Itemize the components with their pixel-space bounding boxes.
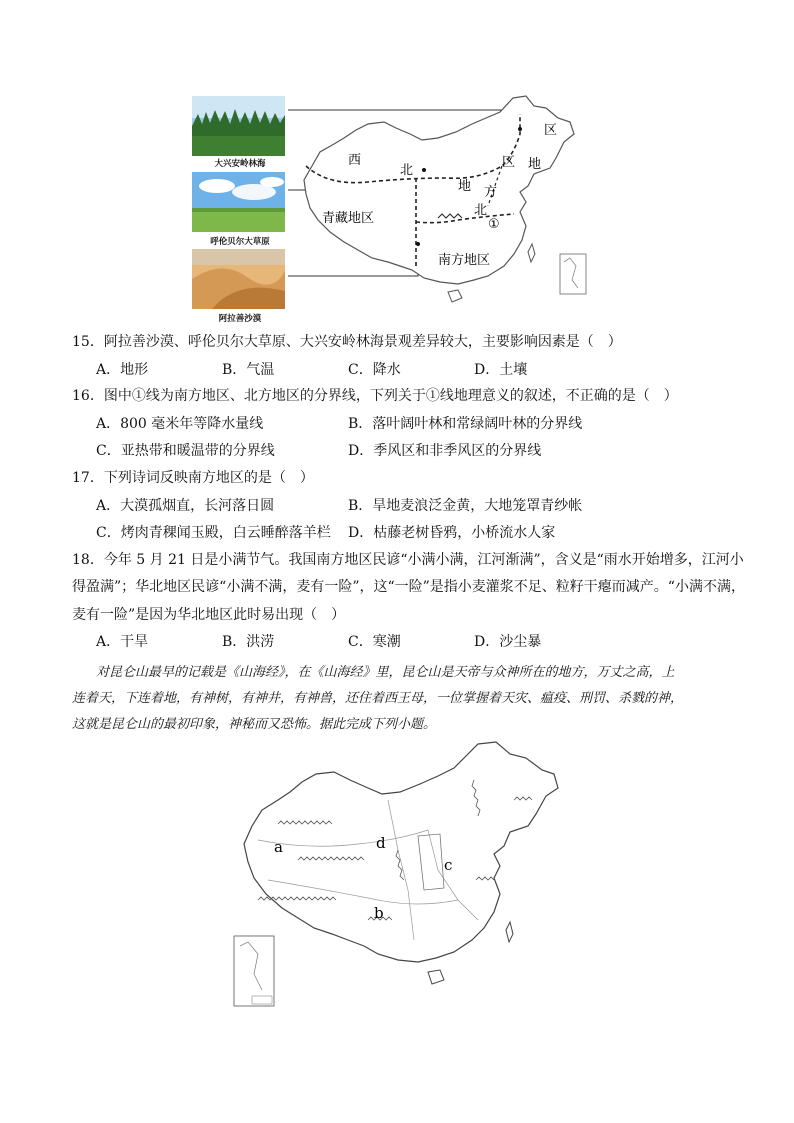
question-15: 15．阿拉善沙漠、呼伦贝尔大草原、大兴安岭林海景观差异较大，主要影响因素是（ ）: [72, 334, 622, 350]
option-b[interactable]: B．洪涝: [222, 634, 275, 650]
option-d[interactable]: D．季风区和非季风区的分界线: [348, 443, 542, 459]
photo-caption: 阿拉善沙漠: [218, 314, 262, 324]
option-c[interactable]: C．降水: [348, 362, 401, 378]
label-xi: 西: [348, 153, 362, 168]
passage-line: 这就是昆仑山的最初印象，神秘而又恐怖。据此完成下列小题。: [72, 717, 437, 732]
label-qu: 区: [502, 155, 516, 170]
forest-photo: [192, 96, 285, 156]
desert-photo: [192, 249, 285, 309]
option-a[interactable]: A．800 毫米年等降水量线: [96, 416, 264, 432]
label-qu: 区: [544, 123, 558, 138]
label-line1: ①: [488, 217, 500, 232]
option-c[interactable]: C．亚热带和暖温带的分界线: [96, 443, 275, 459]
question-18-line: 18．今年 5 月 21 日是小满节气。我国南方地区民谚“小满小满，江河渐满”，含义是“雨水开始增多，江河小: [72, 552, 744, 568]
passage-line: 对昆仑山最早的记载是《山海经》，在《山海经》里，昆仑山是天帝与众神所在的地方，万丈之高，上: [96, 665, 675, 680]
label-a: a: [274, 838, 283, 856]
china-regions-map: [288, 94, 590, 304]
label-qingzang: 青藏地区: [322, 211, 375, 226]
photo-caption: 大兴安岭林海: [214, 159, 266, 169]
option-b[interactable]: B．气温: [222, 362, 275, 378]
question-18-line: 得盈满”；华北地区民谚“小满不满，麦有一险”，这“一险”是指小麦灌浆不足、粒籽干瘪而减产。“小满不满，: [72, 579, 745, 595]
label-b: b: [374, 904, 384, 922]
photo-caption: 呼伦贝尔大草原: [210, 237, 270, 247]
label-di: 地: [458, 179, 472, 194]
option-c[interactable]: C．寒潮: [348, 634, 401, 650]
option-a[interactable]: A．地形: [96, 362, 149, 378]
passage-line: 连着天，下连着地，有神树，有神井，有神兽，还住着西王母，一位掌握着天灾、瘟疫、刑罚、杀戮的神，: [72, 691, 684, 706]
label-d: d: [376, 834, 386, 852]
regional-map-figure: [190, 94, 590, 324]
option-d[interactable]: D．土壤: [474, 362, 528, 378]
label-fang: 方: [484, 185, 498, 200]
label-bei: 北: [400, 163, 414, 178]
question-18-line: 麦有一险”是因为华北地区此时易出现（ ）: [72, 607, 346, 623]
option-d[interactable]: D．枯藤老树昏鸦，小桥流水人家: [348, 525, 556, 541]
label-c: c: [444, 856, 453, 874]
option-b[interactable]: B．旱地麦浪泛金黄，大地笼罩青纱帐: [348, 498, 583, 514]
option-d[interactable]: D．沙尘暴: [474, 634, 542, 650]
option-b[interactable]: B．落叶阔叶林和常绿阔叶林的分界线: [348, 416, 583, 432]
question-16: 16．图中①线为南方地区、北方地区的分界线，下列关于①线地理意义的叙述，不正确的是（ ）: [72, 388, 678, 404]
label-bei2: 北: [474, 203, 488, 218]
label-nanfang: 南方地区: [438, 253, 491, 268]
label-di: 地: [528, 157, 542, 172]
topographic-map-figure: [228, 740, 568, 1012]
option-a[interactable]: A．大漠孤烟直，长河落日圆: [96, 498, 275, 514]
grassland-photo: [192, 172, 285, 232]
question-17: 17．下列诗词反映南方地区的是（ ）: [72, 470, 314, 486]
option-c[interactable]: C．烤肉青稞闻玉殿，白云睡醉落羊栏: [96, 525, 331, 541]
option-a[interactable]: A．干旱: [96, 634, 149, 650]
